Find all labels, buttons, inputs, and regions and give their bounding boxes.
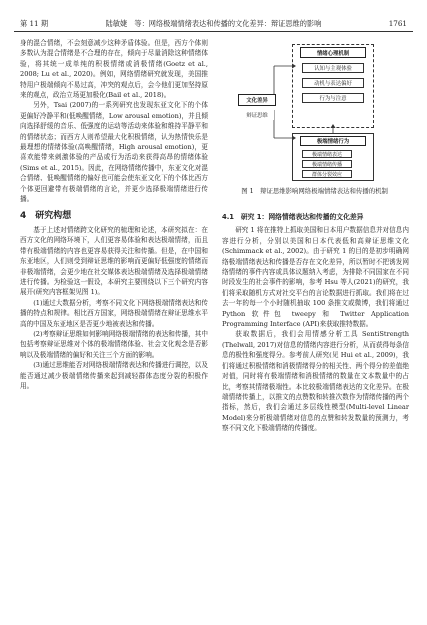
- issue-number: 第 11 期: [20, 19, 49, 28]
- paragraph: (2)考察辩证思维如何影响网络极端情绪的表达和传播，其中包括考察辩证思维对个体的极端情绪体验、社会文化观念是否影响以及极端情绪的偏好和关注三个方面的影响。: [20, 329, 208, 359]
- paragraph: (3)通过思维能否对网络极端情绪表达和传播进行调控，以及能否通过减少极端情绪传播来起到减轻群体态度分裂的积极作用。: [20, 361, 208, 390]
- behavior-item: 群体分裂效应: [302, 170, 352, 178]
- behavior-item: 极端情绪传播: [302, 160, 352, 168]
- extreme-behavior-title: 极端情绪行为: [300, 136, 366, 146]
- running-title: 陆敏婕 等：网络极端情绪表达和传播的文化差异：辩证思维的影响: [105, 19, 322, 28]
- paragraph: (1)通过大数据分析，考察不同文化下网络极端情绪表达和传播的特点和规律。相比西方国家，网络极端情绪在辩证思维水平高的中国及东亚地区是否更少地被表达和传播。: [20, 298, 208, 328]
- figure-caption: 图 1 辩证思维影响网络极端情绪表达和传播的机制: [241, 187, 388, 195]
- mechanism-item: 行为与注意: [302, 93, 364, 103]
- mechanism-item: 动机与表达偏好: [302, 78, 364, 88]
- paragraph: 身的混合情绪，不会刻意减少这种矛盾体验。但是，西方个体则多数认为混合情绪是不合理的存在，倾向于尽量消除这种情绪体验，将其统一成单纯的积极情绪或消极情绪(Goetz et al., 2008; Lu et al., 2020)。例如，网络情绪研究就发现，美国推特用户极端倾向不易过高，冲突的观点后，会今他们更加坚持原来的观点，政治立场更加极化(Bail et al., 2018)。: [20, 39, 208, 100]
- paragraph: 研究 1 将在推特上抓取美国和日本用户数据信息并对信息内容进行分析，分别以美国和日本代表低和高辩证思维文化(Schimmack et al., 2002)。由于研究 1 的目的是初步明确网络极端情绪表达和传播是否存在文化差异，所以暂时不把诱发网络情绪的事件内容或具体议题纳入考虑，为排除不同国家在不同时段发生的社会事件的影响，参考 Hsu 等人(2021)的研究，我们将采取随机方式对社交平台的言论数据进行抓取。我们将在过去一年的每一个小时随机抽取 100 条推文或微博，我们将通过 Python 软件包 tweepy 和 Twitter Application Programming Interface (API)来获取推特数据。: [222, 226, 409, 329]
- paragraph: 基于上述对情绪跨文化研究的梳理和论述，本研究拟在：在西方文化的网络环境下，人们更容易体验和表达极端情绪，而且带有极端情绪的内容也更容易获得关注和传播。但是，在中国和东亚地区，人们则受到辩证思维的影响而更偏好低强度的情绪而非极端情绪，会更少地在社交媒体表达极端情绪及选择极端情绪进行传播。为检验这一假设，本研究主要围绕以下三个研究内容展开(研究内容框架见图 1)。: [20, 225, 208, 297]
- page-number: 1761: [388, 19, 407, 28]
- culture-difference-box: 文化差异: [238, 94, 276, 106]
- behavior-item: 极端情绪表达: [302, 150, 352, 158]
- emotion-mechanism-title: 情绪心理机制: [300, 47, 366, 58]
- paragraph: 另外，Tsai (2007)的一系列研究也发现东亚文化下的个体更偏好冷静平和(低唤醒情绪，Low arousal emotion)，并且倾向选择舒缓的音乐、低强度的运动等活动来体验和维持平静平和的情绪状态；而西方人则希望最大化积极情绪，认为热情快乐是最理想的情绪体验(高唤醒情绪，High arousal emotion)，更喜欢能带来刺激体验的产品或行为活动来获得高昂的情绪体验(Sims et al., 2015)。因此，在网络情绪传播中，东亚文化对混合情绪、低唤醒情绪的偏好也可能会使东亚文化下的个体比西方个体更回避带有极端情绪的言论，并更少选择极端情绪进行传播。: [20, 101, 208, 204]
- right-column: [222, 208, 409, 434]
- page-header: [14, 17, 413, 32]
- mechanism-item: 认知与主观体验: [302, 63, 364, 73]
- subsection-heading: 4.1 研究 1：网络情绪表达和传播的文化差异: [222, 213, 364, 221]
- left-column: [20, 38, 208, 391]
- dialectical-thinking-label: 辩证思维: [240, 110, 274, 120]
- paragraph: 获取数据后，我们会用情感分析工具 SentiStrength (Thelwall, 2017)对信息的情绪内容进行分析，从而获得每条信息的极性和强度得分。参考前人研究(见 Hui et al., 2009)，我们将通过积极情绪和消极情绪得分的相关性、两个得分的差值绝对值，同时将有极端情绪和消极情绪的数量在文本数量中的占比，考察其情绪极端性。本比较极端情绪表达的文化差异。在极端情绪传播上，以推文的点赞数和转推次数作为情绪传播的两个指标，然后，我们会通过多层线性模型(Multi-level Linear Model)来分析极端情绪对信息的点赞和转发数量的预测力，考察不同文化下极端情绪的传播度。: [222, 330, 409, 433]
- section-heading: 4 研究构想: [20, 210, 72, 221]
